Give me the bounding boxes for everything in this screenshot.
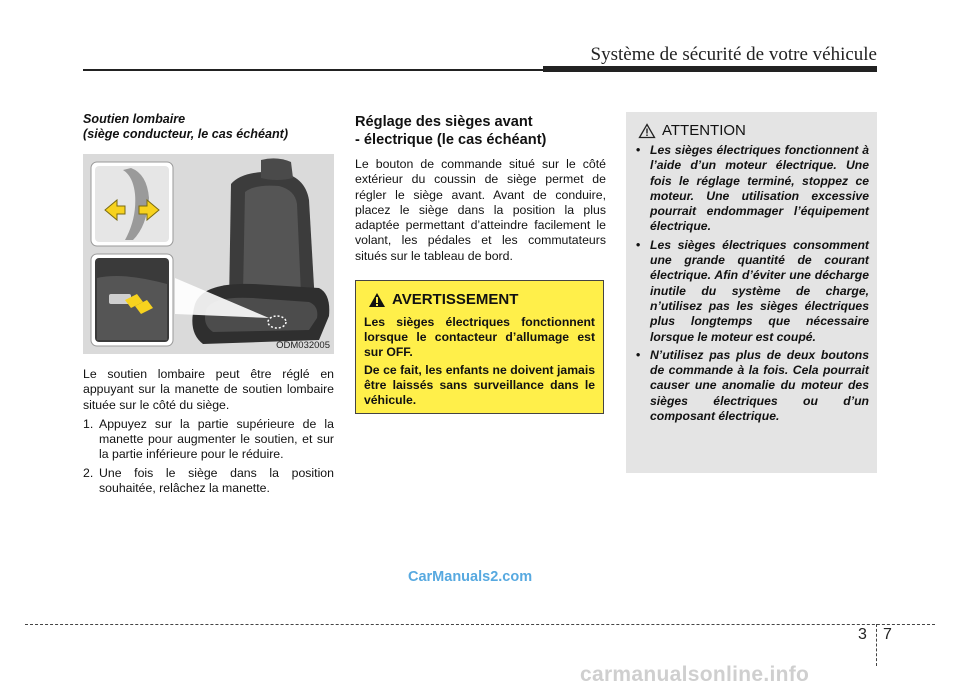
caution-triangle-icon	[638, 123, 656, 139]
lumbar-heading	[83, 112, 334, 142]
attention-item-text: Les sièges électriques fonctionnent à l’aide d’un moteur électrique. Une fois le réglage terminé, stoppez ce moteur. Une utilisation excessive pourrait endommager l’équipement électrique.	[650, 143, 869, 234]
power-seat-heading	[355, 113, 606, 149]
seat-illustration	[83, 154, 334, 354]
warning-title-text: AVERTISSEMENT	[392, 291, 519, 308]
list-item	[634, 348, 869, 424]
lumbar-heading-line2: (siège conducteur, le cas échéant)	[83, 127, 289, 141]
lumbar-heading-line1: Soutien lombaire	[83, 112, 186, 126]
lumbar-steps	[83, 417, 334, 496]
attention-list	[634, 143, 869, 424]
middle-column	[355, 113, 606, 264]
attention-title	[638, 122, 869, 140]
site-watermark: carmanualsonline.info	[580, 663, 810, 686]
list-item	[634, 143, 869, 235]
page-number: 7	[883, 626, 892, 643]
warning-text-1: Les sièges électriques fonctionnent lorsque le contacteur d’allumage est sur OFF.	[364, 315, 595, 359]
attention-title-text: ATTENTION	[662, 122, 746, 139]
footer-page-divider	[876, 624, 877, 666]
watermark-link[interactable]: CarManuals2.com	[408, 569, 533, 585]
step-text: Une fois le siège dans la position souhaitée, relâchez la manette.	[99, 465, 334, 496]
step-number: 1.	[83, 416, 94, 431]
attention-box	[626, 112, 877, 473]
left-column	[83, 112, 334, 499]
bullet: •	[636, 237, 641, 252]
bullet: •	[636, 143, 641, 157]
step-number: 2.	[83, 465, 94, 480]
footer-dashed-rule	[25, 624, 935, 625]
header-rule-thick	[543, 66, 877, 72]
warning-box	[355, 280, 604, 414]
chapter-number: 3	[858, 626, 867, 643]
warning-text-2: De ce fait, les enfants ne doivent jamais être laissés sans surveillance dans le véhicule.	[364, 363, 595, 407]
seat-figure	[83, 154, 334, 354]
power-seat-heading-line1: Réglage des sièges avant	[355, 114, 533, 130]
attention-item-text: Les sièges électriques consomment une grande quantité de courant électrique. Afin d’éviter une décharge inutile du système de charge, n’utilisez pas les sièges électriques plus longtemps que nécessaire lorsque le moteur est coupé.	[650, 237, 869, 344]
figure-code: ODM032005	[276, 340, 330, 351]
attention-item-text: N’utilisez pas plus de deux boutons de commande à la fois. Cela pourrait causer une anomalie du moteur des sièges électriques ou d’un composant électrique.	[650, 347, 869, 424]
warning-triangle-icon	[368, 292, 386, 308]
list-item	[83, 417, 334, 463]
header-title: Système de sécurité de votre véhicule	[590, 44, 877, 65]
lumbar-intro: Le soutien lombaire peut être réglé en appuyant sur la manette de soutien lombaire située sur le côté du siège.	[83, 367, 334, 412]
header-rule	[83, 69, 543, 71]
list-item	[634, 238, 869, 345]
power-seat-body: Le bouton de commande situé sur le côté extérieur du coussin de siège permet de régler le siège avant. Avant de conduire, placez le siège dans la position la plus adaptée permettant d’atteindre facilement le volant, les pédales et les commutateurs situés sur le tableau de bord.	[355, 157, 606, 263]
bullet: •	[636, 347, 641, 362]
list-item	[83, 466, 334, 497]
warning-title	[368, 291, 595, 309]
step-text: Appuyez sur la partie supérieure de la manette pour augmenter le soutien, et sur la partie inférieure pour le réduire.	[99, 416, 334, 462]
power-seat-heading-line2: - électrique (le cas échéant)	[355, 132, 547, 148]
